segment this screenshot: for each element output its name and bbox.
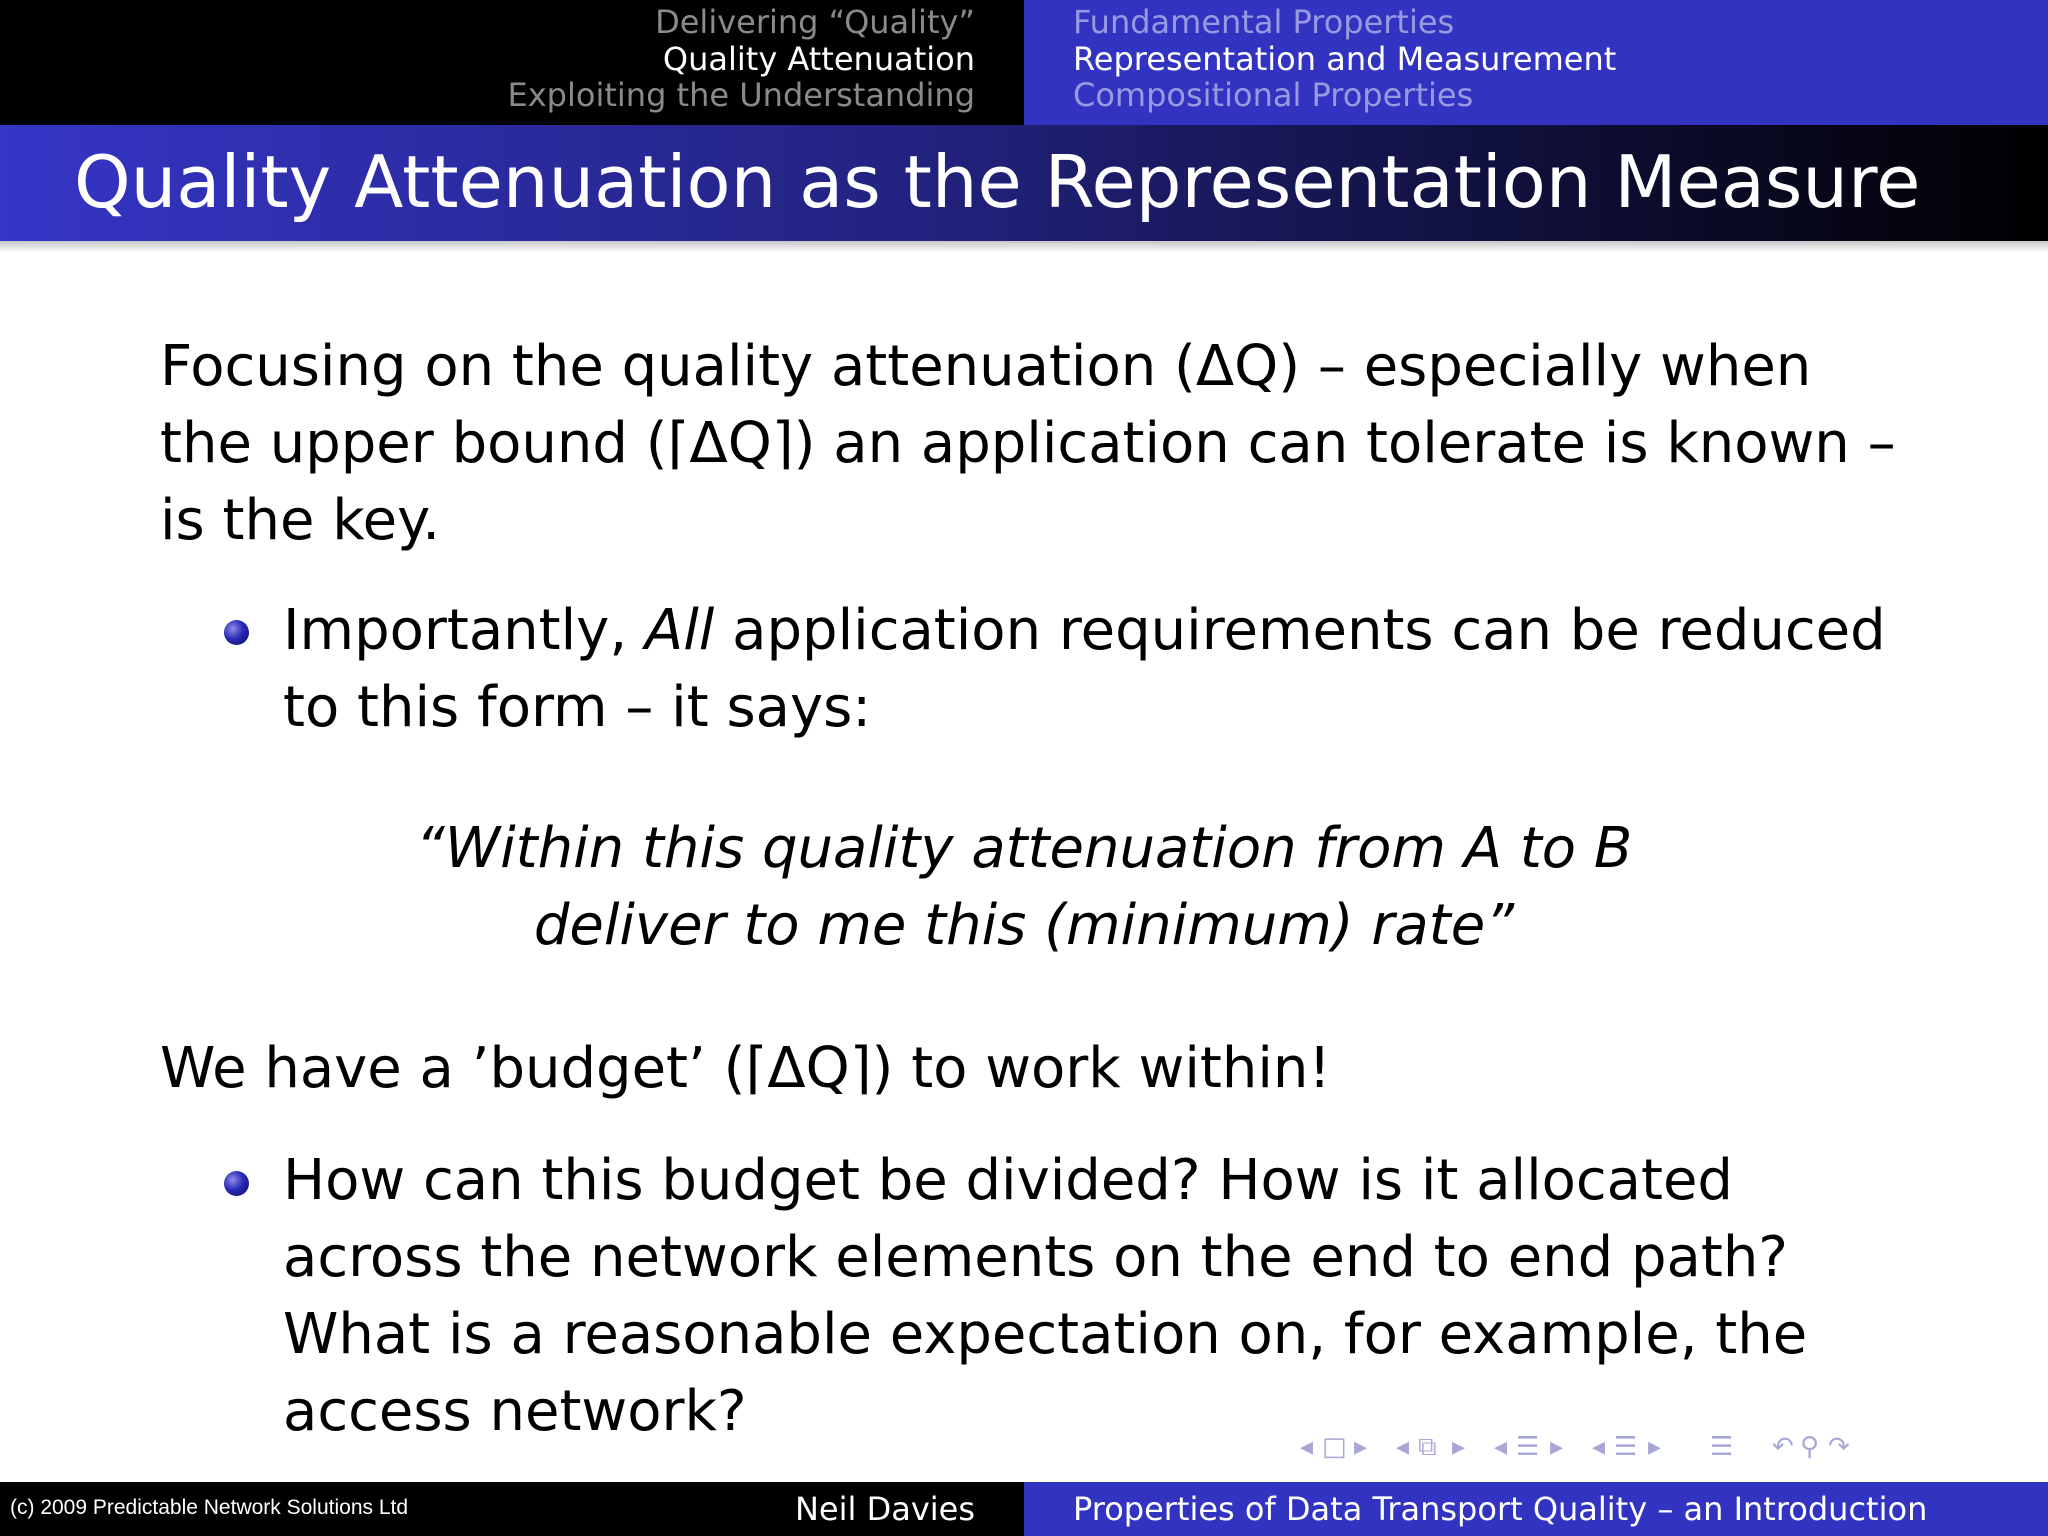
next-section-icon[interactable]: ▸ (1648, 1432, 1662, 1462)
nav-section-delivering-quality[interactable]: Delivering “Quality” (655, 3, 975, 41)
navigation-controls (1300, 1432, 2040, 1472)
nav-section-quality-attenuation[interactable]: Quality Attenuation (662, 39, 975, 78)
subsection-nav (1024, 0, 2048, 125)
bullet-requirements-rest: application requirements can be reduced to this form – it says: (283, 598, 1886, 740)
title-bar (0, 125, 2048, 241)
next-subsection-icon[interactable]: ▸ (1550, 1432, 1564, 1462)
quote-line-1: “Within this quality attenuation from A to B (415, 816, 1633, 881)
bullet-requirements (283, 592, 1923, 746)
bullet-requirements-emphasis: All (644, 598, 715, 663)
back-icon[interactable]: ↶ (1772, 1432, 1794, 1462)
slide-icon[interactable]: □ (1322, 1432, 1347, 1462)
bullet-icon (224, 1171, 249, 1196)
nav-subsection-fundamental[interactable]: Fundamental Properties (1073, 3, 1455, 41)
requirement-quote (0, 810, 2048, 964)
intro-paragraph: Focusing on the quality attenuation (ΔQ) – especially when the upper bound (⌈ΔQ⌉) an application can tolerate is known – is the key. (160, 334, 1896, 553)
footer-talk-title: Properties of Data Transport Quality – an Introduction (1073, 1490, 1928, 1528)
document-icon[interactable]: ☰ (1710, 1432, 1734, 1462)
next-slide-icon[interactable]: ▸ (1354, 1432, 1368, 1462)
next-frame-icon[interactable]: ▸ (1452, 1432, 1466, 1462)
nav-section-exploiting[interactable]: Exploiting the Understanding (507, 76, 975, 114)
prev-subsection-icon[interactable]: ◂ (1494, 1432, 1508, 1462)
slide-title: Quality Attenuation as the Representation Measure (74, 140, 1921, 224)
section-icon[interactable]: ☰ (1614, 1432, 1638, 1462)
subsection-icon[interactable]: ☰ (1516, 1432, 1540, 1462)
bullet-budget-questions: How can this budget be divided? How is it allocated across the network elements on the end to end path? What is a reasonable expectation on, for example, the access network? (283, 1148, 1808, 1444)
prev-slide-icon[interactable]: ◂ (1300, 1432, 1314, 1462)
search-icon[interactable]: ⚲ (1800, 1432, 1820, 1462)
nav-subsection-representation[interactable]: Representation and Measurement (1073, 39, 1617, 78)
prev-frame-icon[interactable]: ◂ (1396, 1432, 1410, 1462)
section-nav (0, 0, 1024, 125)
quote-line-2: deliver to me this (minimum) rate” (533, 893, 1515, 958)
footer-left (0, 1482, 1024, 1536)
bullet-requirements-lead: Importantly, (283, 598, 645, 663)
footer-author: Neil Davies (794, 1490, 975, 1528)
nav-subsection-compositional[interactable]: Compositional Properties (1073, 76, 1474, 114)
footer-right (1024, 1482, 2048, 1536)
budget-paragraph: We have a ’budget’ (⌈ΔQ⌉) to work within! (160, 1036, 1331, 1101)
bullet-icon (224, 620, 249, 645)
prev-section-icon[interactable]: ◂ (1592, 1432, 1606, 1462)
footer-copyright: (c) 2009 Predictable Network Solutions Ltd (10, 1496, 409, 1519)
forward-icon[interactable]: ↷ (1828, 1432, 1850, 1462)
frame-icon[interactable]: ⧉ (1418, 1432, 1437, 1462)
